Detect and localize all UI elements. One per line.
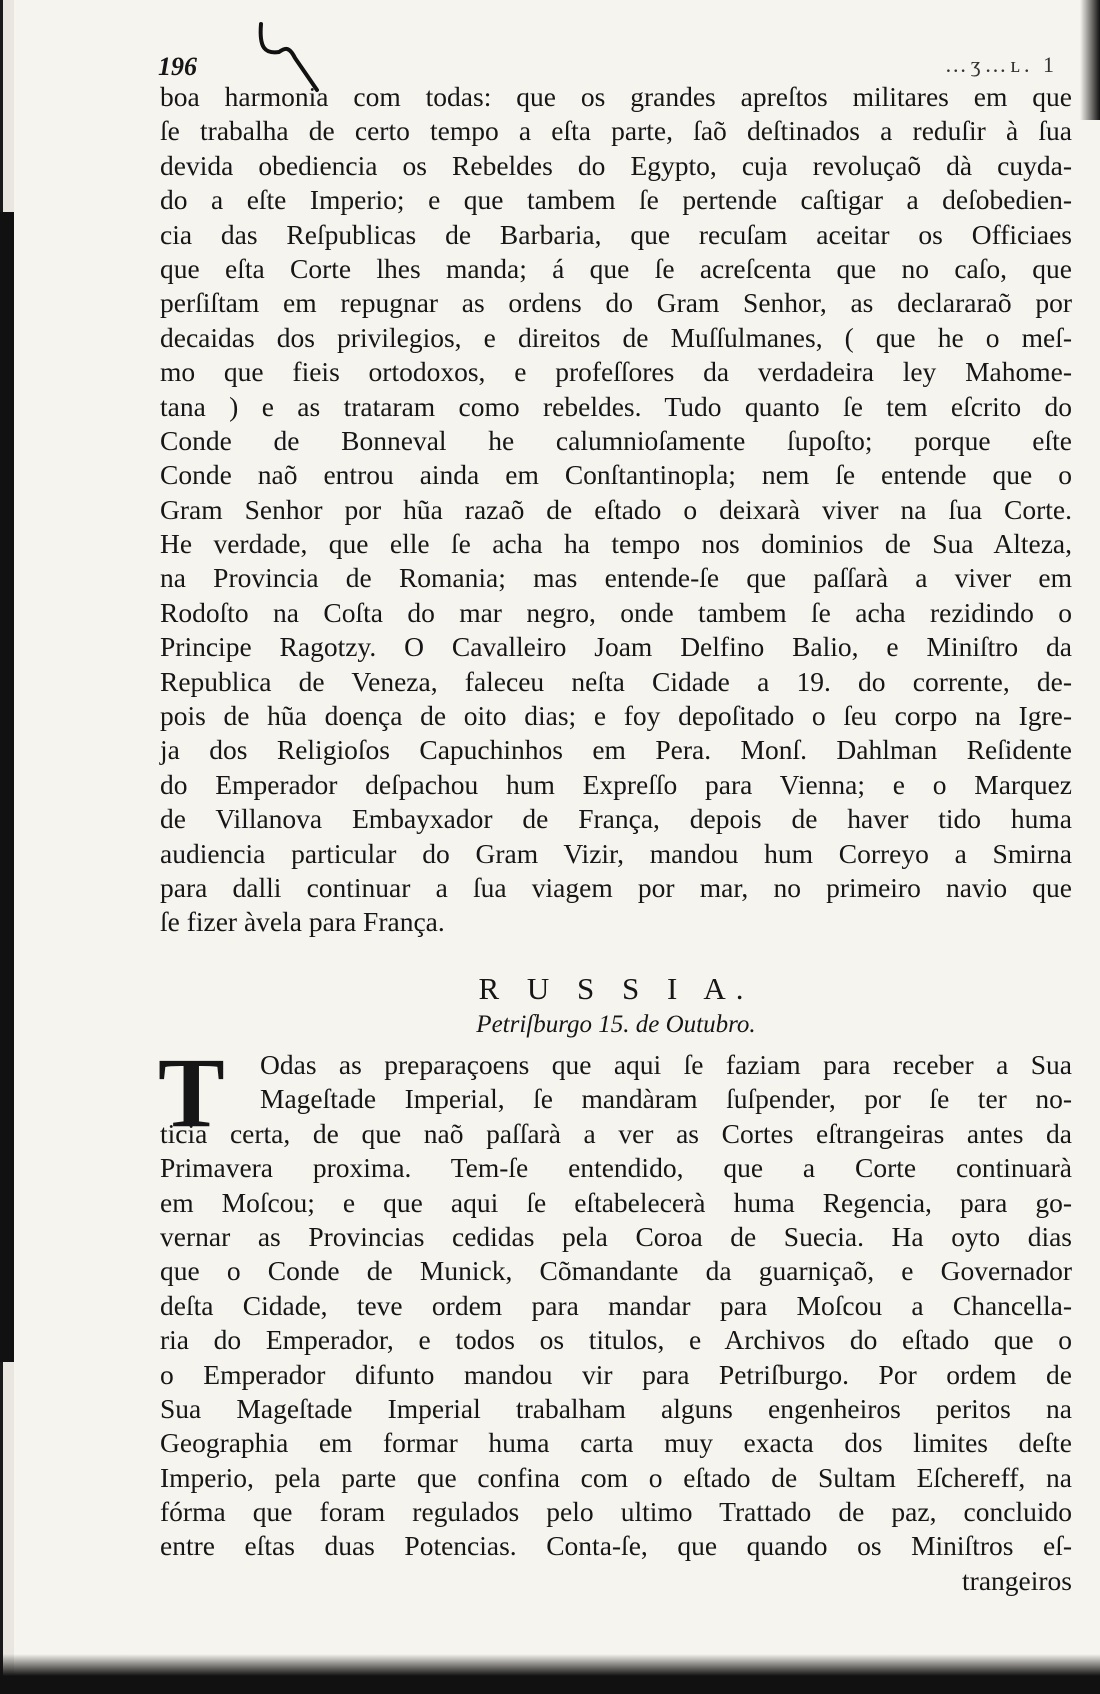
text-line: Odas as preparaçoens que aqui ſe faziam para receber a Sua xyxy=(260,1049,1072,1080)
text-line: na Provincia de Romania; mas entende-ſe que paſſarà a viver em xyxy=(160,562,1072,594)
text-line: ſe trabalha de certo tempo a eſta parte, ſaõ deſtinados a reduſir à ſua xyxy=(160,115,1072,147)
text-line: que eſta Corte lhes manda; á que ſe acreſcenta que no caſo, que xyxy=(160,252,1072,284)
text-line: ja dos Religioſos Capuchinhos em Pera. Monſ. Dahlman Reſidente xyxy=(160,734,1072,766)
text-line: que o Conde de Munick, Cõmandante da guarniçaõ, e Governador xyxy=(160,1255,1072,1287)
text-line: devida obediencia os Rebeldes do Egypto, cuja revoluçaõ dà cuyda- xyxy=(160,149,1072,181)
text-line: fórma que foram regulados pelo ultimo Trattado de paz, concluido xyxy=(160,1496,1072,1528)
catchword: trangeiros xyxy=(962,1564,1072,1596)
text-line: de Villanova Embayxador de França, depois de haver tido huma xyxy=(160,803,1072,835)
text-line: Rodoſto na Coſta do mar negro, onde tambem ſe acha rezidindo o xyxy=(160,596,1072,628)
page-number: 196 xyxy=(158,52,197,81)
scan-binding-shadow xyxy=(0,212,14,1362)
text-line: Conde naõ entrou ainda em Conſtantinopla; nem ſe entende que o xyxy=(160,459,1072,491)
dateline: Petriſburgo 15. de Outubro. xyxy=(476,1011,756,1038)
text-line: boa harmonia com todas: que os grandes apreſtos militares em que xyxy=(160,81,1072,112)
text-line: Mageſtade Imperial, ſe mandàram ſuſpender, por ſe ter no- xyxy=(260,1083,1072,1115)
text-line: Conde de Bonneval he calumnioſamente ſupoſto; porque eſte xyxy=(160,424,1072,456)
text-line: pois de hũa doença de oito dias; e foy depoſitado o ſeu corpo na Igre- xyxy=(160,700,1072,732)
text-line: decaidas dos privilegios, e direitos de Muſſulmanes, ( que he o meſ- xyxy=(160,321,1072,353)
section-heading-russia: R U S S I A. xyxy=(478,971,754,1006)
text-line: Republica de Veneza, faleceu neſta Cidade a 19. do corrente, de- xyxy=(160,665,1072,697)
running-mark: …ʒ…ʟ. 1 xyxy=(944,52,1058,77)
text-line: para dalli continuar a ſua viagem por mar, no primeiro navio que xyxy=(160,871,1072,903)
text-line: em Moſcou; e que aqui ſe eſtabelecerà huma Regencia, para go- xyxy=(160,1186,1072,1218)
text-line: deſta Cidade, teve ordem para mandar para Moſcou a Chancella- xyxy=(160,1289,1072,1321)
text-line: audiencia particular do Gram Vizir, mandou hum Correyo a Smirna xyxy=(160,837,1072,869)
text-line: Imperio, pela parte que confina com o eſtado de Sultam Eſchereff, na xyxy=(160,1461,1072,1493)
scan-corner-shadow xyxy=(1080,0,1100,120)
text-line: perſiſtam em repugnar as ordens do Gram Senhor, as declararaõ por xyxy=(160,287,1072,319)
text-line: Gram Senhor por hũa razaõ de eſtado o deixarà viver na ſua Corte. xyxy=(160,493,1072,525)
text-line: mo que fieis ortodoxos, e profeſſores da verdadeira ley Mahome- xyxy=(160,356,1072,388)
text-line: tana ) e as trataram como rebeldes. Tudo quanto ſe tem eſcrito do xyxy=(160,390,1072,422)
text-line: o Emperador difunto mandou vir para Petriſburgo. Por ordem de xyxy=(160,1358,1072,1390)
text-line: do a eſte Imperio; e que tambem ſe pertende caſtigar a deſobedien- xyxy=(160,184,1072,216)
scan-bottom-shadow xyxy=(0,1654,1100,1694)
text-line: Geographia em formar huma carta muy exacta dos limites deſte xyxy=(160,1427,1072,1459)
text-line: Principe Ragotzy. O Cavalleiro Joam Delfino Balio, e Miniſtro da xyxy=(160,631,1072,663)
paragraph-russia-news xyxy=(158,1037,1072,1598)
text-line: do Emperador deſpachou hum Expreſſo para Vienna; e o Marquez xyxy=(160,768,1072,800)
text-line: ticia certa, de que naõ paſſarà a ver as Cortes eſtrangeiras antes da xyxy=(160,1117,1072,1149)
text-line: Primavera proxima. Tem-ſe entendido, que a Corte continuarà xyxy=(160,1152,1072,1184)
drop-cap: T xyxy=(158,1037,225,1148)
text-line: He verdade, que elle ſe acha ha tempo nos dominios de Sua Alteza, xyxy=(160,528,1072,560)
paragraph-turkey-news xyxy=(160,80,1072,940)
text-line: cia das Reſpublicas de Barbaria, que recuſam aceitar os Officiaes xyxy=(160,218,1072,250)
text-line-last: ſe fizer àvela para França. xyxy=(160,906,445,938)
text-line: ria do Emperador, e todos os titulos, e Archivos do eſtado que o xyxy=(160,1324,1072,1356)
text-line: Sua Mageſtade Imperial trabalham alguns engenheiros peritos na xyxy=(160,1392,1072,1424)
text-line: vernar as Provincias cedidas pela Coroa de Suecia. Ha oyto dias xyxy=(160,1220,1072,1252)
text-line: entre eſtas duas Potencias. Conta-ſe, que quando os Miniſtros eſ- xyxy=(160,1530,1072,1562)
